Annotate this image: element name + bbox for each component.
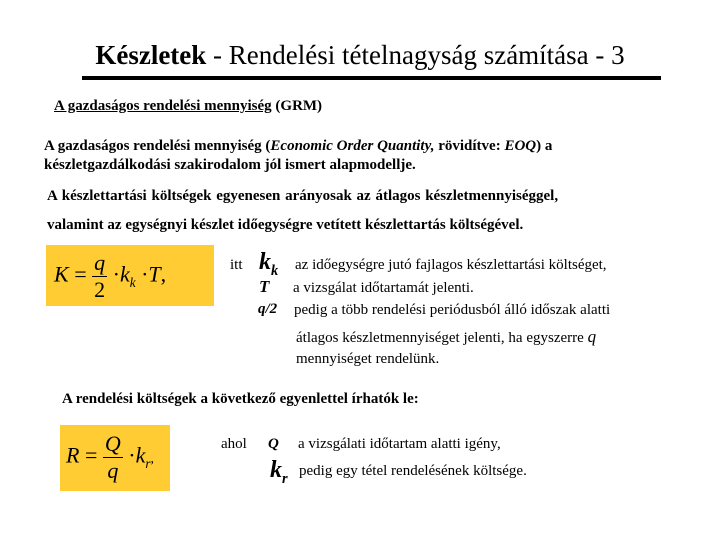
definitions-2-intro: ahol [221, 436, 247, 452]
formula2-k: k [135, 442, 146, 468]
def1-text-1: a vizsgálat időtartamát jelenti. [293, 280, 474, 296]
formula-ordering-cost [60, 425, 170, 491]
def1-symbol-q2: q/2 [258, 301, 278, 317]
def2-text-1: pedig egy tétel rendelésének költsége. [299, 463, 527, 479]
def1-text-2: pedig a több rendelési periódusból álló időszak alatti [294, 302, 611, 318]
def2-symbol-kr [270, 456, 288, 493]
definitions-1-intro: itt [230, 257, 243, 273]
formula2-num: Q [104, 431, 121, 456]
def1-cont-2: mennyiséget rendelünk. [296, 351, 440, 367]
def2-text-0: a vizsgálati időtartam alatti igény, [298, 436, 501, 452]
p1-text-c: ) a [536, 138, 553, 154]
formula1-dot2: · [141, 261, 149, 287]
formula2-eq: = [84, 442, 98, 468]
formula-holding-cost [46, 245, 214, 306]
def2-symbol-k: k [270, 457, 282, 483]
p1-italic: Economic Order Quantity, [270, 138, 435, 154]
section-heading-rest: (GRM) [271, 98, 323, 114]
def1-symbol-k: k [259, 249, 271, 275]
slide-title [0, 38, 720, 72]
def1-cont-1-text: átlagos készletmennyiséget jelenti, ha egyszerre [296, 330, 584, 346]
formula1-T: T [148, 261, 161, 287]
formula1-eq: = [74, 261, 87, 287]
paragraph-1-line-2: készletgazdálkodási szakirodalom jól ismert alapmodellje. [44, 157, 416, 173]
paragraph-2-line-1: A készlettartási költségek egyenesen arányosak az átlagos készletmennyiséggel, [47, 188, 559, 204]
def1-text-0: az időegységre jutó fajlagos készlettartási költséget, [295, 257, 607, 273]
def1-cont-1 [296, 326, 596, 349]
p1-text-b: rövidítve: [434, 138, 505, 154]
formula1-tail: , [160, 261, 167, 287]
def2-symbol-Q: Q [268, 436, 279, 452]
title-underline-rule [82, 76, 661, 80]
title-strong: Készletek [95, 40, 207, 70]
formula1-fraction [92, 250, 107, 303]
formula2-lhs: R [66, 442, 80, 468]
formula2-fraction [103, 431, 123, 484]
formula1-num: q [94, 250, 106, 275]
paragraph-3: A rendelési költségek a következő egyenlettel írhatók le: [62, 391, 419, 407]
def1-cont-1-var: q [587, 327, 597, 346]
formula2-den: q [107, 458, 119, 483]
formula1-den: 2 [94, 277, 106, 302]
formula2-k-sub: r [145, 455, 151, 471]
paragraph-1-line-1 [44, 137, 552, 156]
section-heading-underlined: A gazdaságos rendelési mennyiség [54, 98, 272, 114]
def1-symbol-k-sub: k [271, 262, 279, 279]
formula1-k: k [119, 261, 130, 287]
title-rest: - Rendelési tételnagyság számítása - 3 [206, 40, 625, 70]
p1-text-a: A gazdaságos rendelési mennyiség ( [44, 138, 271, 154]
def2-symbol-k-sub: r [282, 470, 288, 487]
p1-abbr: EOQ [504, 138, 537, 154]
formula1-lhs: K [54, 261, 69, 287]
formula2-dot: · [128, 442, 136, 468]
formula1-dot1: · [112, 261, 120, 287]
formula1-k-sub: k [129, 274, 136, 290]
formula2-tail: , [150, 451, 154, 467]
paragraph-2-line-2: valamint az egységnyi készlet időegységre vetített készlettartás költségével. [47, 217, 524, 233]
def1-symbol-T: T [259, 277, 270, 296]
section-heading [54, 97, 322, 116]
